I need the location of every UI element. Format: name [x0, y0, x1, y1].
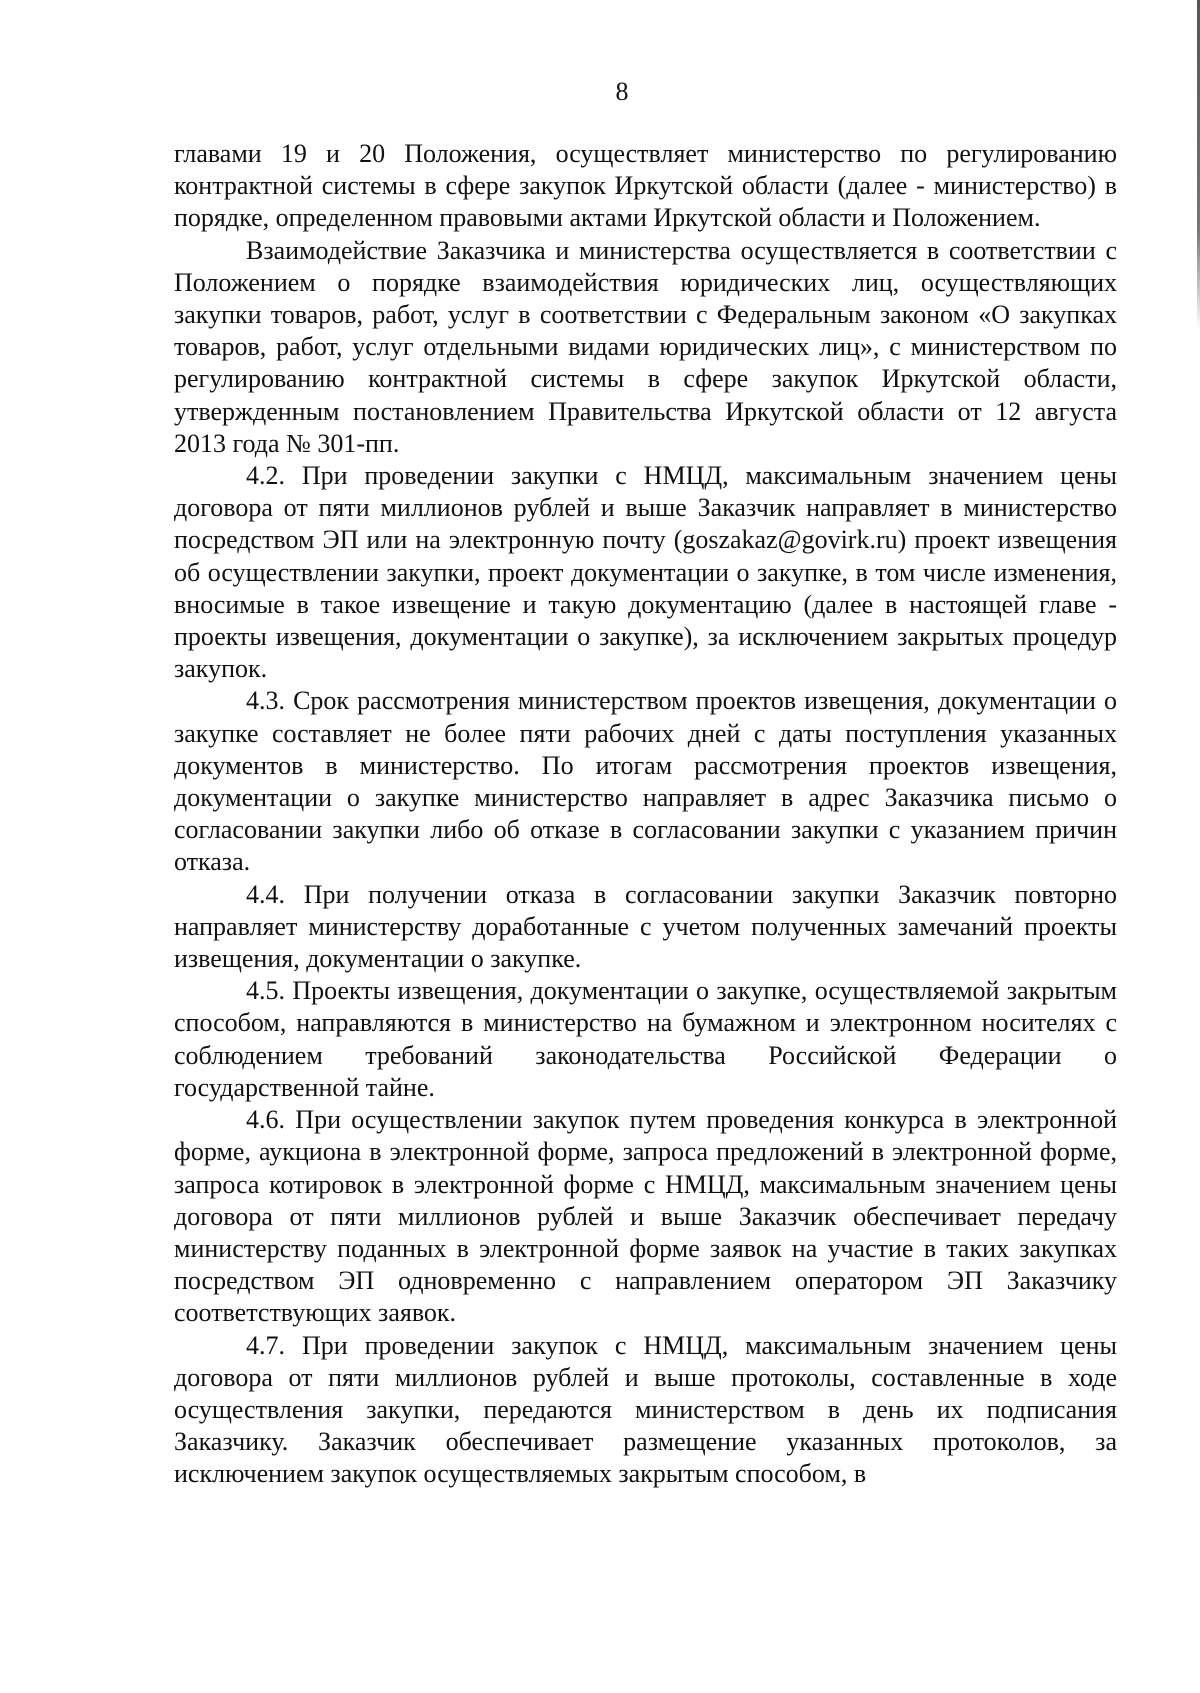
paragraph-4-7: 4.7. При проведении закупок с НМЦД, максимальным значением цены договора от пяти миллионов рублей и выше протоколы, составленные в ходе осуществления закупки, передаются министерством в день их подписания Заказчику. Заказчик обеспечивает размещение указанных протоколов, за исключением закупок осуществляемых закрытым способом, в	[174, 1330, 1117, 1489]
paragraph-interaction: Взаимодействие Заказчика и министерства осуществляется в соответствии с Положением о порядке взаимодействия юридических лиц, осуществляющих закупки товаров, работ, услуг в соответствии с Федеральным законом «О закупках товаров, работ, услуг отдельными видами юридических лиц», с министерством по регулированию контрактной системы в сфере закупок Иркутской области, утвержденным постановлением Правительства Иркутской области от 12 августа 2013 года № 301-пп.	[174, 235, 1117, 458]
paragraph-4-5: 4.5. Проекты извещения, документации о закупке, осуществляемой закрытым способом, направляются в министерство на бумажном и электронном носителях с соблюдением требований законодательства Российской Федерации о государственной тайне.	[174, 976, 1117, 1102]
paragraph-4-2: 4.2. При проведении закупки с НМЦД, максимальным значением цены договора от пяти миллионов рублей и выше Заказчик направляет в министерство посредством ЭП или на электронную почту (goszakaz@govirk.ru) проект извещения об осуществлении закупки, проект документации о закупке, в том числе изменения, вносимые в такое извещение и такую документацию (далее в настоящей главе - проекты извещения, документации о закупке), за исключением закрытых процедур закупок.	[174, 461, 1117, 684]
paragraph-continuation: главами 19 и 20 Положения, осуществляет министерство по регулированию контрактной системы в сфере закупок Иркутской области (далее - министерство) в порядке, определенном правовыми актами Иркутской области и Положением.	[174, 139, 1117, 233]
paragraph-4-4: 4.4. При получении отказа в согласовании закупки Заказчик повторно направляет министерству доработанные с учетом полученных замечаний проекты извещения, документации о закупке.	[174, 879, 1117, 974]
page-number: 8	[615, 77, 629, 106]
document-body	[174, 138, 1117, 1491]
paragraph-4-3: 4.3. Срок рассмотрения министерством проектов извещения, документации о закупке составляет не более пяти рабочих дней с даты поступления указанных документов в министерство. По итогам рассмотрения проектов извещения, документации о закупке министерство направляет в адрес Заказчика письмо о согласовании закупки либо об отказе в согласовании закупки с указанием причин отказа.	[174, 686, 1117, 877]
paragraph-4-6: 4.6. При осуществлении закупок путем проведения конкурса в электронной форме, аукциона в электронной форме, запроса предложений в электронной форме, запроса котировок в электронной форме с НМЦД, максимальным значением цены договора от пяти миллионов рублей и выше Заказчик обеспечивает передачу министерству поданных в электронной форме заявок на участие в таких закупках посредством ЭП одновременно с направлением оператором ЭП Заказчику соответствующих заявок.	[174, 1105, 1117, 1328]
